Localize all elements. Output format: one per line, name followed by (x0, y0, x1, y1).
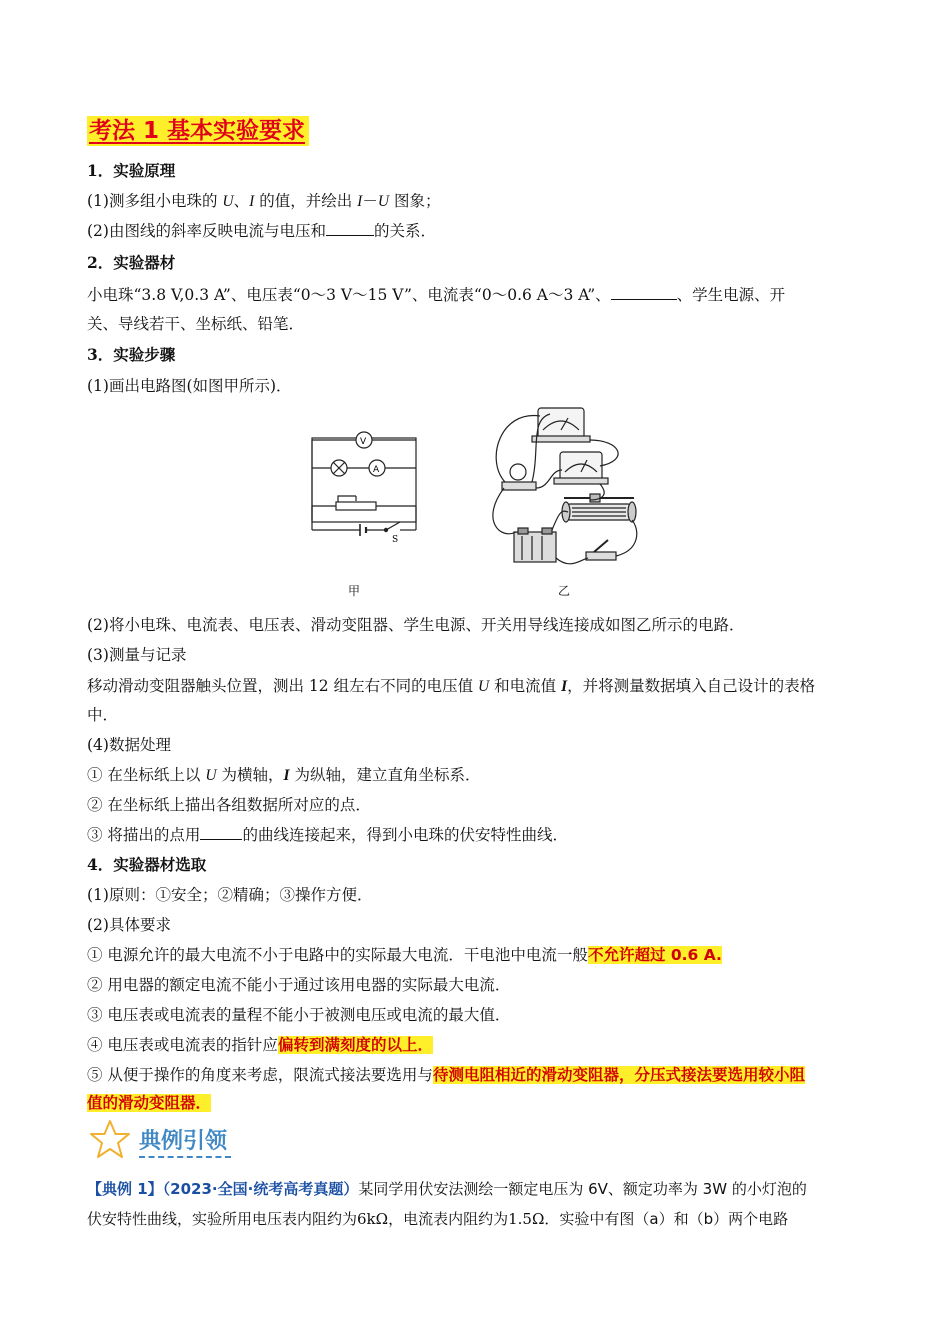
step-2: (2)将小电珠、电流表、电压表、滑动变阻器、学生电源、开关用导线连接成如图乙所示的电路． (87, 616, 745, 634)
switch-label: S (392, 535, 399, 545)
requirement-3: ③ 电压表或电流表的量程不能小于被测电压或电流的最大值． (87, 1006, 511, 1024)
selection-requirements: (2)具体要求 (87, 916, 171, 934)
star-icon (87, 1118, 133, 1162)
heading-equipment: 2．实验器材 (87, 253, 176, 272)
circuit-diagram-svg (300, 400, 660, 600)
step-4-item-1: ① 在坐标纸上以 U 为横轴，I 为纵轴，建立直角坐标系． (87, 766, 481, 784)
step-3-detail-2: 中． (87, 706, 119, 724)
step-1: (1)画出电路图(如图甲所示)． (87, 377, 292, 395)
circuit-figures (300, 400, 660, 600)
example-tag: 【典例 1】 (87, 1180, 163, 1198)
requirement-1: ① 电源允许的最大电流不小于电路中的实际最大电流．干电池中电流一般不允许超过 0.6 A. (87, 946, 722, 964)
requirement-4: ④ 电压表或电流表的指针应偏转到满刻度的以上． (87, 1036, 433, 1054)
example-section-title: 典例引领 (139, 1129, 228, 1154)
physical-circuit (493, 408, 637, 564)
fill-blank (200, 823, 242, 840)
page-title: 考法 1 基本实验要求 (87, 116, 309, 146)
requirement-2: ② 用电器的额定电流不能小于通过该用电器的实际最大电流． (87, 976, 511, 994)
fill-blank (611, 283, 677, 300)
principle-line-1: (1)测多组小电珠的 U、I 的值，并绘出 I－U 图象； (87, 192, 441, 210)
voltmeter-label: V (360, 437, 367, 447)
example-line-2: 伏安特性曲线，实验所用电压表内阻约为6kΩ，电流表内阻约为1.5Ω．实验中有图（a）和（b）两个电路 (87, 1210, 789, 1228)
example-section-underline (139, 1156, 231, 1158)
ammeter-label: A (373, 465, 380, 475)
step-4: (4)数据处理 (87, 736, 171, 754)
heading-steps: 3．实验步骤 (87, 345, 176, 364)
requirement-5-cont: 值的滑动变阻器． (87, 1094, 212, 1112)
step-3: (3)测量与记录 (87, 646, 187, 664)
heading-principle: 1．实验原理 (87, 161, 176, 180)
figure-b-caption: 乙 (558, 584, 571, 598)
selection-principle: (1)原则：①安全；②精确；③操作方便． (87, 886, 373, 904)
step-4-item-2: ② 在坐标纸上描出各组数据所对应的点． (87, 796, 371, 814)
fill-blank (326, 219, 374, 236)
step-4-item-3: ③ 将描出的点用 的曲线连接起来，得到小电珠的伏安特性曲线． (87, 822, 867, 848)
heading-selection: 4．实验器材选取 (87, 855, 207, 874)
equipment-line-1: 小电珠“3.8 V,0.3 A”、电压表“0～3 V～15 V”、电流表“0～0.6 A～3 A”、 、学生电源、开 (87, 282, 867, 308)
example-line-1: 【典例 1】（2023·全国·统考高考真题）某同学用伏安法测绘一额定电压为 6V、额定功率为 3W 的小灯泡的 (87, 1180, 807, 1198)
example-section-header (87, 1118, 307, 1162)
requirement-5: ⑤ 从便于操作的角度来考虑，限流式接法要选用与待测电阻相近的滑动变阻器，分压式接法要选用较小阻 (87, 1066, 805, 1084)
figure-a-caption: 甲 (348, 584, 361, 598)
circuit-schematic (312, 432, 416, 536)
equipment-line-2: 关、导线若干、坐标纸、铅笔． (87, 315, 305, 333)
step-3-detail-1: 移动滑动变阻器触头位置，测出 12 组左右不同的电压值 U 和电流值 I，并将测量数据填入自己设计的表格 (87, 677, 816, 695)
example-source: （2023·全国·统考高考真题） (162, 1180, 359, 1198)
example-1 (87, 1174, 867, 1234)
principle-line-2: (2)由图线的斜率反映电流与电压和 的关系． (87, 218, 867, 244)
